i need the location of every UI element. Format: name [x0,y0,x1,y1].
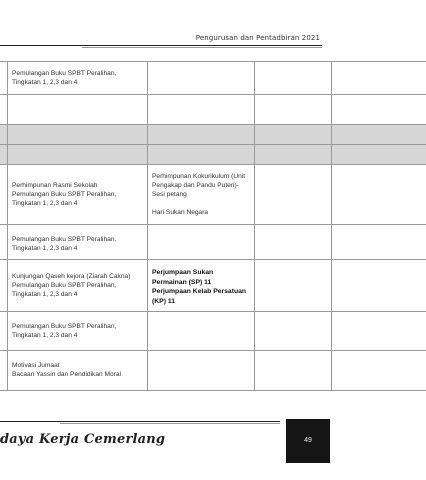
table-vline [7,61,8,390]
shaded-row [0,124,426,144]
table-cell-activity: Pemulangan Buku SPBT Peralihan, Tingkatan 1, 2,3 dan 4 [12,236,117,252]
table-vline [147,61,148,390]
table-cell-activity: Perhimpunan Rasmi Sekolah Pemulangan Buku SPBT Peralihan, Tingkatan 1, 2,3 dan 4 [12,182,117,207]
page-number: 49 [304,437,312,444]
table-hline [0,144,426,145]
footer-logo-text: daya Kerja Cemerlang [0,432,166,447]
header-rule [0,45,322,46]
page-number-box [286,419,330,463]
header-rule-thin [82,47,322,48]
table-hline [0,390,426,391]
table-cell-activity: Motivasi Jumaat Bacaan Yassin dan Pendidikan Moral [12,362,121,378]
table-hline [0,224,426,225]
table-hline [0,61,426,62]
table-hline [0,350,426,351]
table-vline [331,61,332,390]
page-header-title: Pengurusan dan Pentadbiran 2021 [195,34,320,42]
table-vline [254,61,255,390]
table-cell-cocurricular: Perhimpunan Kokurikulum (Unit Pengakap dan Pandu Puteri)- Sesi petang Hari Sukan Negara [152,173,246,216]
table-cell-activity: Pemulangan Buku SPBT Peralihan, Tingkatan 1, 2,3 dan 4 [12,323,117,339]
table-hline [0,259,426,260]
table-hline [0,124,426,125]
shaded-row [0,145,426,164]
table-cell-activity: Kunjungan Qaseh kejora (Ziarah Cakna) Pemulangan Buku SPBT Peralihan, Tingkatan 1, 2,3 dan 4 [12,273,131,298]
footer-rule-thin [60,423,280,424]
table-hline [0,94,426,95]
footer-rule [0,421,280,422]
table-hline [0,311,426,312]
table-cell-cocurricular: Perjumpaan Sukan Permainan (SP) 11 Perjumpaan Kelab Persatuan (KP) 11 [152,269,247,305]
table-cell-activity: Pemulangan Buku SPBT Peralihan, Tingkatan 1, 2,3 dan 4 [12,70,117,86]
table-hline [0,164,426,165]
